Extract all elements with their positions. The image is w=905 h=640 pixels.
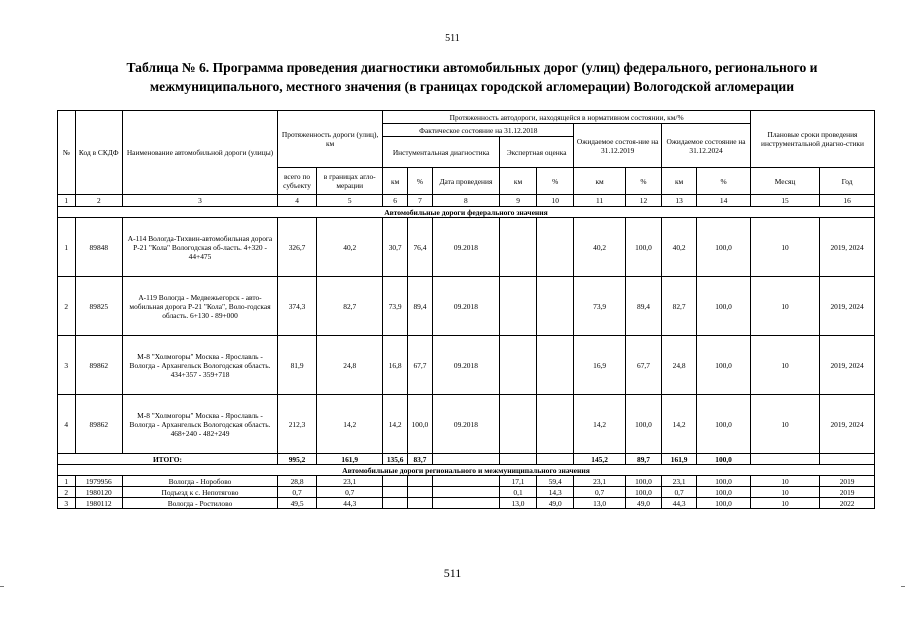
header-expected-2019: Ожидаемое состоя-ние на 31.12.2019 — [574, 124, 662, 168]
expected-2019-pct: 67,7 — [625, 336, 661, 395]
plan-year: 2019, 2024 — [820, 218, 875, 277]
plan-year: 2019, 2024 — [820, 336, 875, 395]
header-pct: % — [697, 168, 751, 195]
header-name: Наименование автомобильной дороги (улицы) — [123, 111, 278, 195]
col-number: 13 — [662, 195, 697, 207]
expert-pct — [537, 277, 574, 336]
road-name: А-119 Вологда - Медвежьегорск - авто-мобильная дорога Р-21 "Кола", Воло-годская область. 6+130 - 89+000 — [123, 277, 278, 336]
header-year: Год — [820, 168, 875, 195]
plan-year: 2019 — [820, 476, 875, 487]
length-total: 81,9 — [277, 336, 316, 395]
length-agglo: 44,3 — [317, 498, 383, 509]
row-code: 89862 — [75, 336, 123, 395]
total-agglo: 161,9 — [317, 454, 383, 465]
instr-pct: 67,7 — [408, 336, 433, 395]
length-agglo: 23,1 — [317, 476, 383, 487]
expert-km — [499, 277, 536, 336]
header-actual: Фактическое состояние на 31.12.2018 — [383, 124, 574, 137]
expected-2024-pct: 100,0 — [697, 498, 751, 509]
plan-month: 10 — [750, 498, 819, 509]
length-total: 212,3 — [277, 395, 316, 454]
row-code: 1980112 — [75, 498, 123, 509]
plan-year: 2019 — [820, 487, 875, 498]
row-no: 2 — [58, 277, 76, 336]
col-number: 7 — [408, 195, 433, 207]
table-title: Таблица № 6. Программа проведения диагностики автомобильных дорог (улиц) федерального, регионального и межмуниципального, местного значения (в границах городской агломерации) Вологодской агломерации — [126, 60, 818, 94]
expert-pct — [537, 395, 574, 454]
expected-2024-km: 82,7 — [662, 277, 697, 336]
col-number: 14 — [697, 195, 751, 207]
header-total-subject: всего по субъекту — [277, 168, 316, 195]
row-no: 3 — [58, 498, 76, 509]
expert-pct: 59,4 — [537, 476, 574, 487]
road-name: М-8 "Холмогоры" Москва - Ярославль - Вологда - Архангельск Вологодская область. 468+240 - 482+249 — [123, 395, 278, 454]
expected-2019-km: 16,9 — [574, 336, 626, 395]
header-km: км — [574, 168, 626, 195]
length-total: 0,7 — [277, 487, 316, 498]
header-pct: % — [537, 168, 574, 195]
length-agglo: 82,7 — [317, 277, 383, 336]
header-expert: Экспертная оценка — [499, 137, 573, 168]
header-in-agglo: в границах агло-мерации — [317, 168, 383, 195]
expert-km: 17,1 — [499, 476, 536, 487]
federal-rows — [58, 218, 875, 454]
plan-month: 10 — [750, 277, 819, 336]
page-number-top: 511 — [445, 33, 460, 44]
instr-pct — [408, 487, 433, 498]
expert-pct — [537, 336, 574, 395]
expected-2024-km: 14,2 — [662, 395, 697, 454]
expected-2024-km: 24,8 — [662, 336, 697, 395]
total-pct: 83,7 — [408, 454, 433, 465]
total-km-2019: 145,2 — [574, 454, 626, 465]
instr-km: 73,9 — [383, 277, 408, 336]
plan-year: 2022 — [820, 498, 875, 509]
header-km: км — [662, 168, 697, 195]
instr-km: 30,7 — [383, 218, 408, 277]
plan-year: 2019, 2024 — [820, 395, 875, 454]
expected-2024-km: 23,1 — [662, 476, 697, 487]
header-no: № — [58, 111, 76, 195]
header-instrumental: Инстументальная диагностика — [383, 137, 500, 168]
table-row — [58, 277, 875, 336]
expert-km: 0,1 — [499, 487, 536, 498]
expected-2019-pct: 89,4 — [625, 277, 661, 336]
instr-pct — [408, 498, 433, 509]
col-number: 16 — [820, 195, 875, 207]
length-total: 374,3 — [277, 277, 316, 336]
col-number: 9 — [499, 195, 536, 207]
total-expert-pct — [537, 454, 574, 465]
scan-mark-left — [0, 586, 4, 587]
header-km: км — [499, 168, 536, 195]
expected-2024-pct: 100,0 — [697, 395, 751, 454]
length-agglo: 40,2 — [317, 218, 383, 277]
instr-km — [383, 476, 408, 487]
col-number: 1 — [58, 195, 76, 207]
instr-pct: 89,4 — [408, 277, 433, 336]
plan-month: 10 — [750, 395, 819, 454]
col-number: 10 — [537, 195, 574, 207]
road-name: Вологда - Ростилово — [123, 498, 278, 509]
expert-km: 13,0 — [499, 498, 536, 509]
length-total: 49,5 — [277, 498, 316, 509]
expected-2024-pct: 100,0 — [697, 277, 751, 336]
header-pct: % — [408, 168, 433, 195]
road-name: Подъезд к с. Непотягово — [123, 487, 278, 498]
expected-2024-pct: 100,0 — [697, 476, 751, 487]
total-subject: 995,2 — [277, 454, 316, 465]
table-row — [58, 498, 875, 509]
header-length: Протяженность дороги (улиц), км — [277, 111, 382, 168]
expected-2019-pct: 100,0 — [625, 476, 661, 487]
total-label: ИТОГО: — [58, 454, 278, 465]
expected-2019-km: 13,0 — [574, 498, 626, 509]
table-row — [58, 487, 875, 498]
expected-2019-km: 73,9 — [574, 277, 626, 336]
row-no: 3 — [58, 336, 76, 395]
row-code: 1980120 — [75, 487, 123, 498]
header-planned: Плановые сроки проведения инструментальной диагно-стики — [750, 111, 874, 168]
header-pct: % — [625, 168, 661, 195]
expert-km — [499, 395, 536, 454]
header-expected-2024: Ожидаемое состояние на 31.12.2024 — [662, 124, 751, 168]
expert-pct: 14,3 — [537, 487, 574, 498]
row-no: 1 — [58, 476, 76, 487]
table-row — [58, 336, 875, 395]
length-agglo: 24,8 — [317, 336, 383, 395]
length-total: 326,7 — [277, 218, 316, 277]
expected-2019-km: 0,7 — [574, 487, 626, 498]
col-number: 3 — [123, 195, 278, 207]
table-row — [58, 476, 875, 487]
table-row — [58, 218, 875, 277]
instr-km: 16,8 — [383, 336, 408, 395]
diag-date: 09.2018 — [432, 395, 499, 454]
scan-mark-right — [901, 586, 905, 587]
expert-pct — [537, 218, 574, 277]
plan-month: 10 — [750, 487, 819, 498]
row-code: 89848 — [75, 218, 123, 277]
section-regional: Автомобильные дороги регионального и межмуниципального значения — [58, 465, 875, 476]
diag-date — [432, 487, 499, 498]
expected-2024-pct: 100,0 — [697, 487, 751, 498]
instr-km — [383, 498, 408, 509]
row-no: 4 — [58, 395, 76, 454]
expected-2024-km: 0,7 — [662, 487, 697, 498]
col-number: 8 — [432, 195, 499, 207]
total-km-2024: 161,9 — [662, 454, 697, 465]
col-number: 4 — [277, 195, 316, 207]
row-code: 89862 — [75, 395, 123, 454]
total-km: 135,6 — [383, 454, 408, 465]
total-pct-2024: 100,0 — [697, 454, 751, 465]
row-code: 89825 — [75, 277, 123, 336]
page-number-bottom: 511 — [443, 566, 462, 580]
expected-2019-pct: 100,0 — [625, 395, 661, 454]
length-agglo: 0,7 — [317, 487, 383, 498]
col-number: 11 — [574, 195, 626, 207]
header-km: км — [383, 168, 408, 195]
expected-2024-pct: 100,0 — [697, 336, 751, 395]
length-total: 28,8 — [277, 476, 316, 487]
total-date — [432, 454, 499, 465]
instr-pct: 100,0 — [408, 395, 433, 454]
col-number: 15 — [750, 195, 819, 207]
row-no: 2 — [58, 487, 76, 498]
plan-year: 2019, 2024 — [820, 277, 875, 336]
road-name: Вологда - Норобово — [123, 476, 278, 487]
expected-2019-km: 40,2 — [574, 218, 626, 277]
instr-pct — [408, 476, 433, 487]
expected-2019-pct: 100,0 — [625, 218, 661, 277]
expected-2024-km: 44,3 — [662, 498, 697, 509]
total-year — [820, 454, 875, 465]
header-month: Месяц — [750, 168, 819, 195]
header-normative: Протяженность автодороги, находящейся в нормативном состоянии, км/% — [383, 111, 751, 124]
section-federal: Автомобильные дороги федерального значения — [58, 207, 875, 218]
diag-date — [432, 476, 499, 487]
expert-km — [499, 218, 536, 277]
col-number: 2 — [75, 195, 123, 207]
instr-pct: 76,4 — [408, 218, 433, 277]
expert-km — [499, 336, 536, 395]
diag-date: 09.2018 — [432, 336, 499, 395]
row-code: 1979956 — [75, 476, 123, 487]
col-number: 6 — [383, 195, 408, 207]
total-expert-km — [499, 454, 536, 465]
diagnostics-table — [57, 110, 875, 509]
road-name: А-114 Вологда-Тихвин-автомобильная дорога Р-21 "Кола" Вологодская об-ласть. 4+320 - 44+475 — [123, 218, 278, 277]
row-no: 1 — [58, 218, 76, 277]
plan-month: 10 — [750, 476, 819, 487]
instr-km: 14,2 — [383, 395, 408, 454]
total-month — [750, 454, 819, 465]
expected-2019-km: 23,1 — [574, 476, 626, 487]
diag-date: 09.2018 — [432, 218, 499, 277]
expected-2024-pct: 100,0 — [697, 218, 751, 277]
total-pct-2019: 89,7 — [625, 454, 661, 465]
instr-km — [383, 487, 408, 498]
expected-2024-km: 40,2 — [662, 218, 697, 277]
col-number: 12 — [625, 195, 661, 207]
plan-month: 10 — [750, 336, 819, 395]
regional-rows — [58, 476, 875, 509]
expected-2019-pct: 49,0 — [625, 498, 661, 509]
header-code: Код в СКДФ — [75, 111, 123, 195]
table-row — [58, 395, 875, 454]
road-name: М-8 "Холмогоры" Москва - Ярославль - Вологда - Архангельск Вологодская область. 434+357 - 359+718 — [123, 336, 278, 395]
expected-2019-pct: 100,0 — [625, 487, 661, 498]
expected-2019-km: 14,2 — [574, 395, 626, 454]
diag-date: 09.2018 — [432, 277, 499, 336]
col-number: 5 — [317, 195, 383, 207]
length-agglo: 14,2 — [317, 395, 383, 454]
header-date: Дата проведения — [432, 168, 499, 195]
plan-month: 10 — [750, 218, 819, 277]
expert-pct: 49,0 — [537, 498, 574, 509]
diag-date — [432, 498, 499, 509]
